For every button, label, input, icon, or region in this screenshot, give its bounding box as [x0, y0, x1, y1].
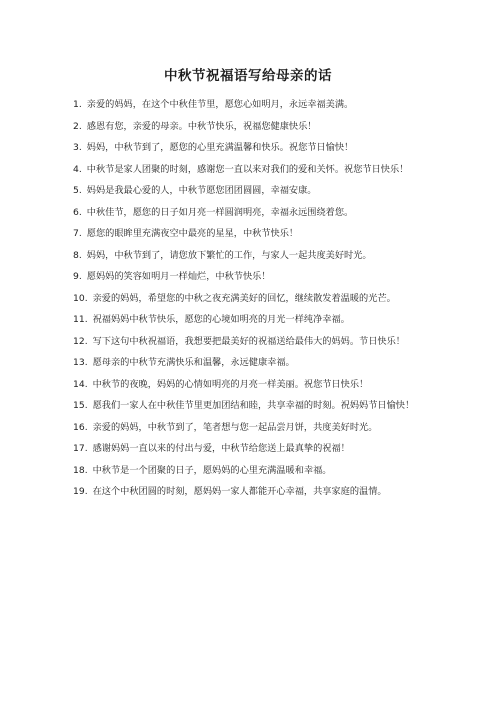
list-item [73, 288, 433, 310]
list-item-text: 祝福妈妈中秋节快乐，愿您的心境如明亮的月光一样纯净幸福。 [92, 314, 350, 325]
list-item-number: 16. [73, 421, 88, 433]
list-item [73, 374, 433, 396]
document-title: 中秋节祝福语写给母亲的话 [164, 68, 332, 84]
list-item [73, 202, 433, 224]
list-item [73, 395, 433, 417]
list-item-number: 10. [73, 292, 88, 304]
list-item-number: 14. [73, 378, 88, 390]
list-item-text: 写下这句中秋祝福语，我想要把最美好的祝福送给最伟大的妈妈。节日快乐！ [92, 335, 405, 347]
list-item [73, 352, 433, 374]
list-item [73, 245, 433, 267]
list-item [73, 159, 433, 181]
list-item [73, 331, 433, 353]
list-item-number: 11. [73, 314, 88, 325]
list-item-text: 在这个中秋团圆的时刻，愿妈妈一家人都能开心幸福，共享家庭的温情。 [92, 486, 387, 497]
list-item-text: 感恩有您，亲爱的母亲。中秋节快乐，祝福您健康快乐！ [86, 120, 317, 132]
list-item-number: 4. [73, 163, 82, 175]
list-item-number: 12. [73, 335, 88, 347]
list-item-text: 亲爱的妈妈，中秋节到了，笔者想与您一起品尝月饼，共度美好时光。 [92, 421, 378, 433]
list-item-text: 愿您的眼眸里充满夜空中最亮的星星，中秋节快乐！ [86, 228, 299, 239]
list-item-number: 15. [73, 400, 88, 411]
list-item-text: 亲爱的妈妈，希望您的中秋之夜充满美好的回忆，继续散发着温暖的光芒。 [92, 292, 396, 304]
list-item-text: 愿我们一家人在中秋佳节里更加团结和睦，共享幸福的时刻。祝妈妈节日愉快！ [92, 400, 415, 411]
list-item-text: 妈妈是我最心爱的人，中秋节愿您团团圆圆，幸福安康。 [86, 185, 317, 196]
list-item-number: 17. [73, 443, 88, 454]
list-item [73, 438, 433, 460]
list-item [73, 94, 433, 116]
list-item-text: 亲爱的妈妈，在这个中秋佳节里，愿您心如明月，永远幸福美满。 [86, 99, 354, 110]
blessing-list [73, 94, 433, 503]
list-item-text: 妈妈，中秋节到了，愿您的心里充满温馨和快乐。祝您节日愉快！ [86, 142, 354, 153]
list-item [73, 266, 433, 288]
list-item-number: 19. [73, 486, 88, 497]
list-item [73, 137, 433, 159]
list-item-number: 7. [73, 228, 82, 239]
list-item-number: 18. [73, 464, 88, 476]
list-item-number: 5. [73, 185, 82, 196]
list-item-text: 中秋节是家人团聚的时刻，感谢您一直以来对我们的爱和关怀。祝您节日快乐！ [86, 163, 409, 175]
list-item [73, 116, 433, 138]
list-item [73, 180, 433, 202]
list-item-number: 6. [73, 206, 82, 218]
list-item [73, 460, 433, 482]
list-item-text: 中秋佳节，愿您的日子如月亮一样圆润明亮，幸福永远围绕着您。 [86, 206, 354, 218]
list-item-number: 2. [73, 120, 82, 132]
list-item [73, 309, 433, 331]
list-item-text: 妈妈，中秋节到了，请您放下繁忙的工作，与家人一起共度美好时光。 [86, 249, 372, 261]
list-item-text: 愿母亲的中秋节充满快乐和温馨，永远健康幸福。 [92, 357, 295, 368]
list-item [73, 481, 433, 503]
list-item-text: 中秋节是一个团聚的日子，愿妈妈的心里充满温暖和幸福。 [92, 464, 332, 476]
list-item-number: 9. [73, 271, 82, 282]
list-item [73, 223, 433, 245]
list-item-number: 3. [73, 142, 82, 153]
list-item-text: 感谢妈妈一直以来的付出与爱，中秋节给您送上最真挚的祝福！ [92, 443, 350, 454]
list-item [73, 417, 433, 439]
list-item-text: 中秋节的夜晚，妈妈的心情如明亮的月亮一样美丽。祝您节日快乐！ [92, 378, 369, 390]
list-item-number: 13. [73, 357, 88, 368]
list-item-text: 愿妈妈的笑容如明月一样灿烂，中秋节快乐！ [86, 271, 271, 282]
list-item-number: 1. [73, 99, 82, 110]
list-item-number: 8. [73, 249, 82, 261]
